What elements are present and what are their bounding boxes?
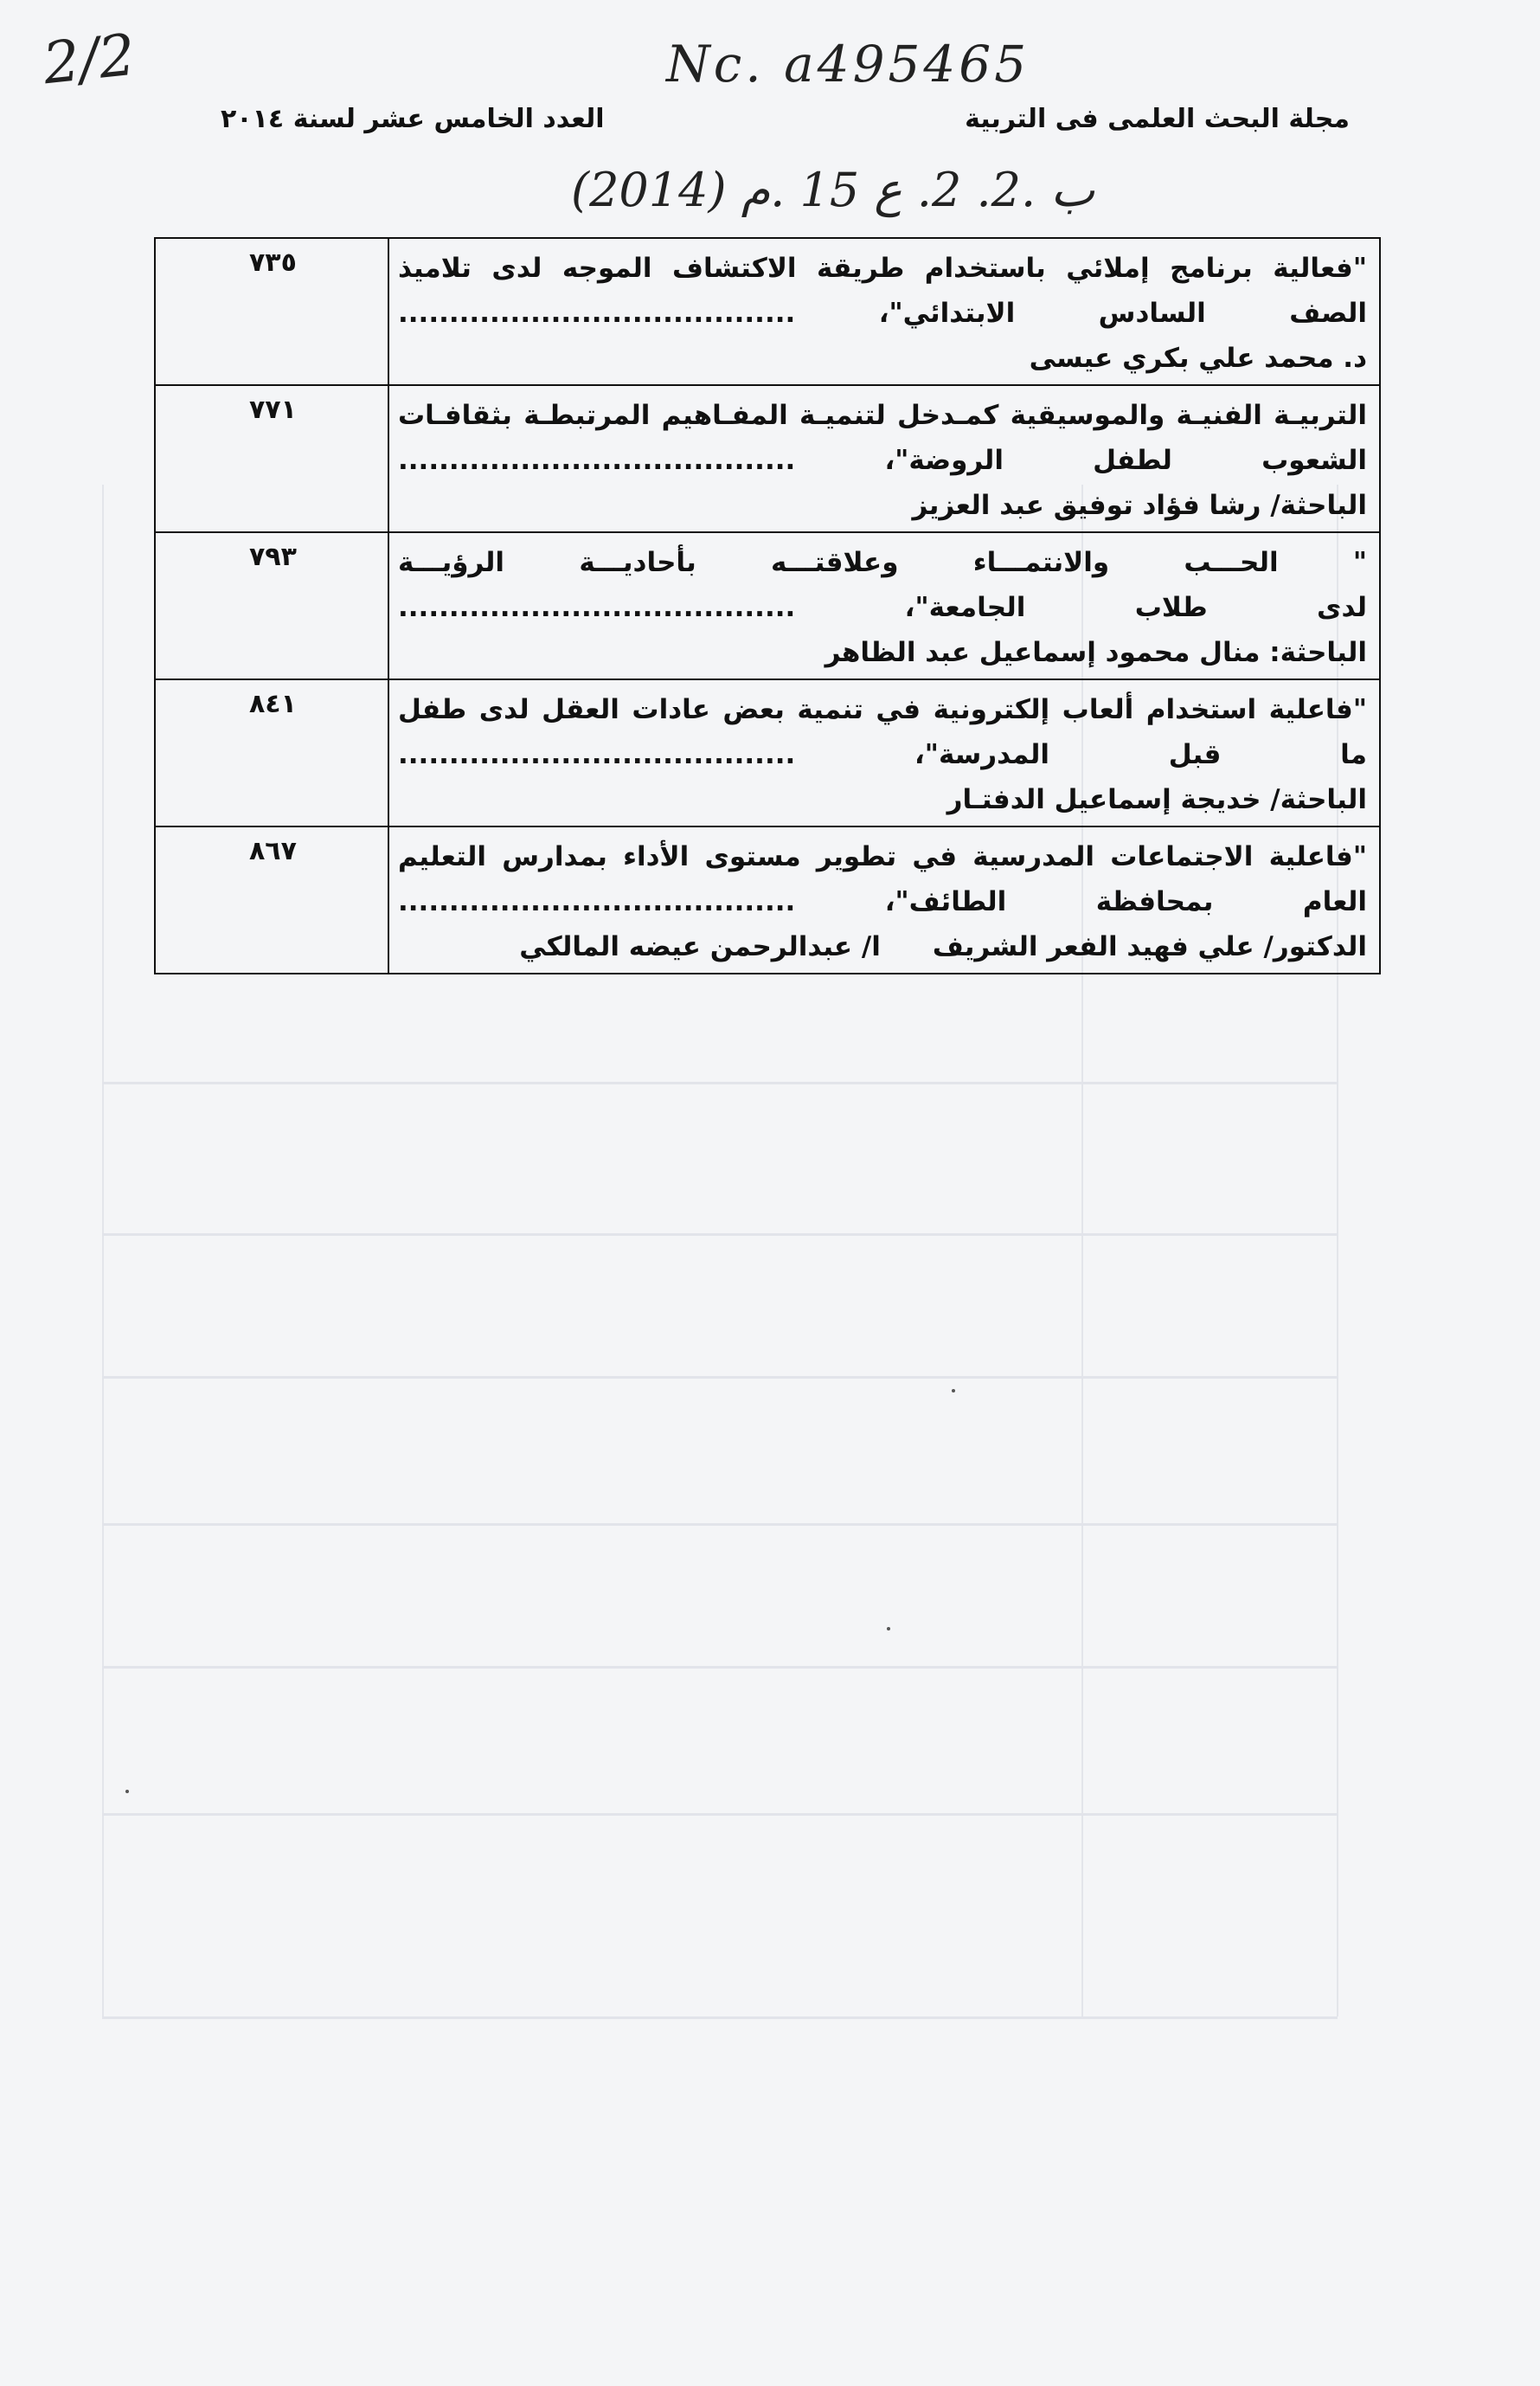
bleed-through-rule (102, 2016, 1338, 2019)
entry-title-line: العام بمحافظة الطائف"، ....................................... (398, 886, 1367, 917)
entry-author: الباحثة/ خديجة إسماعيل الدفتـار (946, 784, 1367, 815)
page-cell (155, 532, 388, 679)
page-number: ٧٩٣ (249, 542, 297, 572)
bleed-through-rule (102, 1082, 1338, 1084)
table-row (155, 679, 1380, 826)
entry-cell (388, 679, 1380, 826)
entry-title-line: لدى طلاب الجامعة"، ....................................... (398, 592, 1367, 623)
entry-title-line: " الحـــب والانتمـــاء وعلاقتـــه بأحاديـــة الرؤيـــة (398, 547, 1367, 578)
entry-title-line: "فاعلية الاجتماعات المدرسية في تطوير مستوى الأداء بمدارس التعليم (398, 841, 1367, 872)
entry-cell (388, 238, 1380, 385)
table-row (155, 532, 1380, 679)
page-cell (155, 679, 388, 826)
speck (887, 1627, 890, 1630)
journal-title: مجلة البحث العلمى فى التربية (965, 104, 1350, 134)
page-cell (155, 238, 388, 385)
entry-title-line: التربيـة الفنيـة والموسيقية كمـدخل لتنميـة المفـاهيم المرتبطـة بثقافـات (398, 400, 1367, 431)
entry-author: د. محمد علي بكري عيسى (1029, 343, 1367, 374)
speck (125, 1790, 129, 1793)
entry-cell (388, 826, 1380, 974)
entry-author: الباحثة: منال محمود إسماعيل عبد الظاهر (825, 637, 1367, 668)
entry-author: الدكتور/ علي فهيد الفعر الشريف (932, 931, 1367, 962)
bleed-through-rule (102, 1376, 1338, 1379)
bleed-through-rule (102, 485, 104, 2016)
table-row (155, 238, 1380, 385)
page-number: ٨٤١ (249, 689, 297, 719)
entry-title-line: ما قبل المدرسة"، ....................................... (398, 739, 1367, 770)
entry-title-line: "فاعلية استخدام ألعاب إلكترونية في تنمية بعض عادات العقل لدى طفل (398, 694, 1367, 725)
issue-info: العدد الخامس عشر لسنة ٢٠١٤ (221, 104, 605, 134)
page-number: ٧٧١ (249, 395, 297, 425)
entry-title-line: "فعالية برنامج إملائي باستخدام طريقة الاكتشاف الموجه لدى تلاميذ (398, 253, 1367, 284)
handwritten-reference-number: Nc. a495465 (666, 35, 1030, 93)
bleed-through-rule (102, 1813, 1338, 1816)
entry-title-line: الشعوب لطفل الروضة"، ....................................... (398, 445, 1367, 476)
entry-authors (398, 924, 1367, 969)
page-number: ٨٦٧ (249, 836, 297, 866)
entry-cell (388, 532, 1380, 679)
entry-author: الباحثة/ رشا فؤاد توفيق عبد العزيز (912, 490, 1367, 521)
page-cell (155, 385, 388, 532)
table-row (155, 385, 1380, 532)
handwritten-page-number: 2/2 (40, 21, 138, 98)
bleed-through-rule (102, 1523, 1338, 1526)
entry-author: ا/ عبدالرحمن عيضه المالكي (519, 931, 881, 962)
page-number: ٧٣٥ (249, 248, 297, 278)
bleed-through-rule (102, 1666, 1338, 1669)
table-row (155, 826, 1380, 974)
handwritten-dateline: (2014) ب .2. 2. ع 15 .م (571, 163, 1095, 217)
entry-title-line: الصف السادس الابتدائي"، ....................................... (398, 298, 1367, 329)
entry-cell (388, 385, 1380, 532)
bleed-through-rule (102, 1233, 1338, 1236)
page-cell (155, 826, 388, 974)
speck (952, 1389, 955, 1392)
contents-table (154, 237, 1381, 974)
